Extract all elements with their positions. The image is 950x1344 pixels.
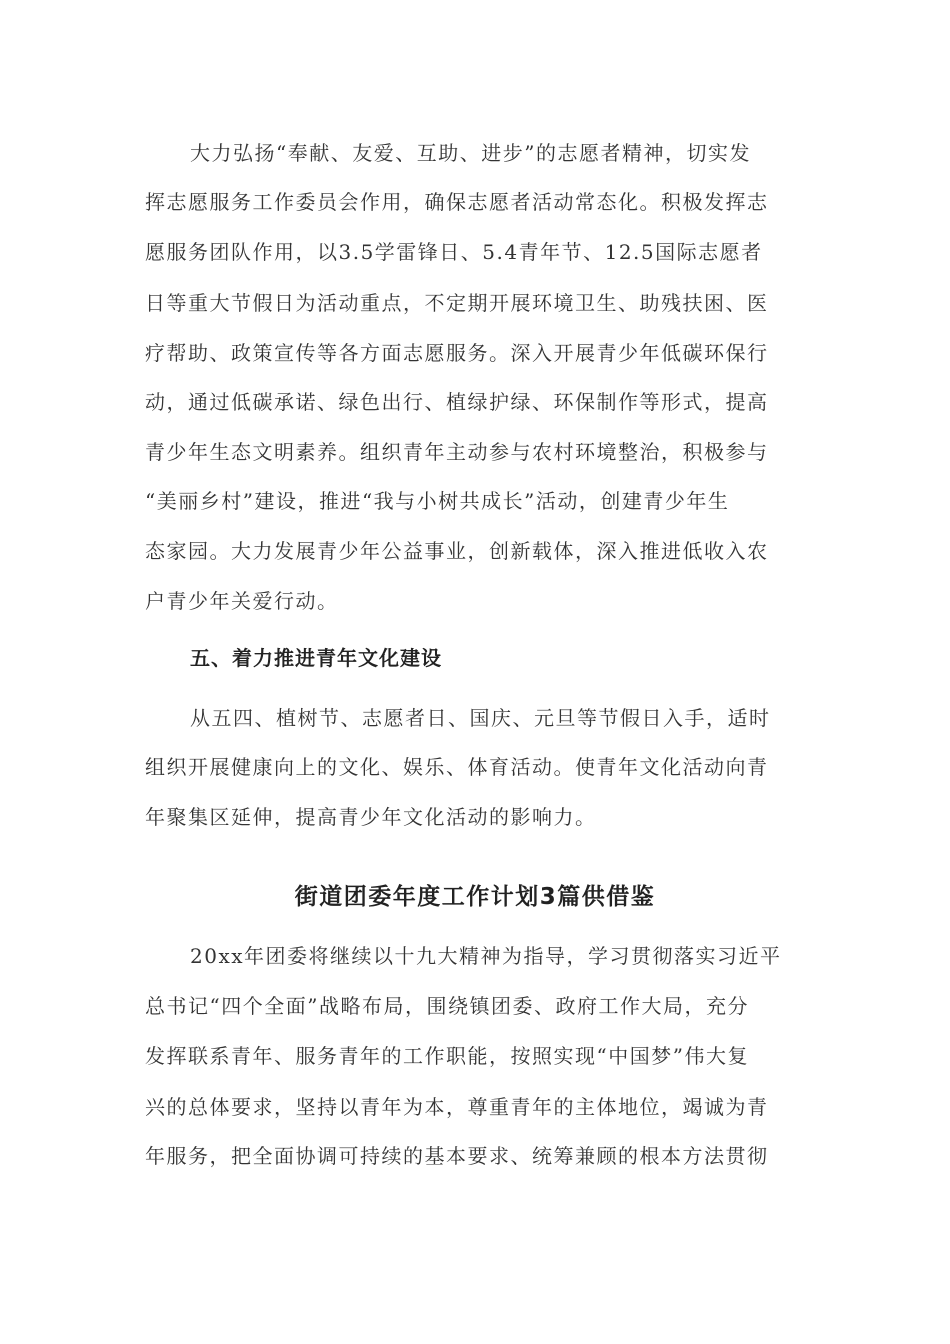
paragraph-line: 态家园。大力发展青少年公益事业，创新载体，深入推进低收入农 bbox=[145, 539, 769, 563]
paragraph-line: 愿服务团队作用，以3.5学雷锋日、5.4青年节、12.5国际志愿者 bbox=[145, 240, 763, 264]
paragraph-line: 发挥联系青年、服务青年的工作职能，按照实现“中国梦”伟大复 bbox=[145, 1044, 749, 1068]
paragraph-line: 兴的总体要求，坚持以青年为本，尊重青年的主体地位，竭诚为青 bbox=[145, 1095, 769, 1119]
paragraph-line: 20xx年团委将继续以十九大精神为指导，学习贯彻落实习近平 bbox=[190, 944, 782, 968]
paragraph-line: 青少年生态文明素养。组织青年主动参与农村环境整治，积极参与 bbox=[145, 440, 769, 464]
paragraph-line: 日等重大节假日为活动重点，不定期开展环境卫生、助残扶困、医 bbox=[145, 291, 769, 315]
article-title: 街道团委年度工作计划3篇供借鉴 bbox=[294, 884, 656, 910]
paragraph-line: 大力弘扬“奉献、友爱、互助、进步”的志愿者精神，切实发 bbox=[190, 141, 751, 165]
section-heading: 五、着力推进青年文化建设 bbox=[190, 646, 442, 670]
paragraph-line: 疗帮助、政策宣传等各方面志愿服务。深入开展青少年低碳环保行 bbox=[145, 341, 769, 365]
paragraph-line: 年聚集区延伸，提高青少年文化活动的影响力。 bbox=[145, 805, 597, 829]
paragraph-line: 组织开展健康向上的文化、娱乐、体育活动。使青年文化活动向青 bbox=[145, 755, 769, 779]
paragraph-line: “美丽乡村”建设，推进“我与小树共成长”活动，创建青少年生 bbox=[145, 489, 730, 513]
paragraph-line: 总书记“四个全面”战略布局，围绕镇团委、政府工作大局，充分 bbox=[145, 994, 749, 1018]
paragraph-line: 从五四、植树节、志愿者日、国庆、元旦等节假日入手，适时 bbox=[190, 706, 771, 730]
paragraph-line: 年服务，把全面协调可持续的基本要求、统筹兼顾的根本方法贯彻 bbox=[145, 1144, 769, 1168]
paragraph-line: 挥志愿服务工作委员会作用，确保志愿者活动常态化。积极发挥志 bbox=[145, 190, 769, 214]
paragraph-line: 动，通过低碳承诺、绿色出行、植绿护绿、环保制作等形式，提高 bbox=[145, 390, 769, 414]
paragraph-line: 户青少年关爱行动。 bbox=[145, 589, 339, 613]
